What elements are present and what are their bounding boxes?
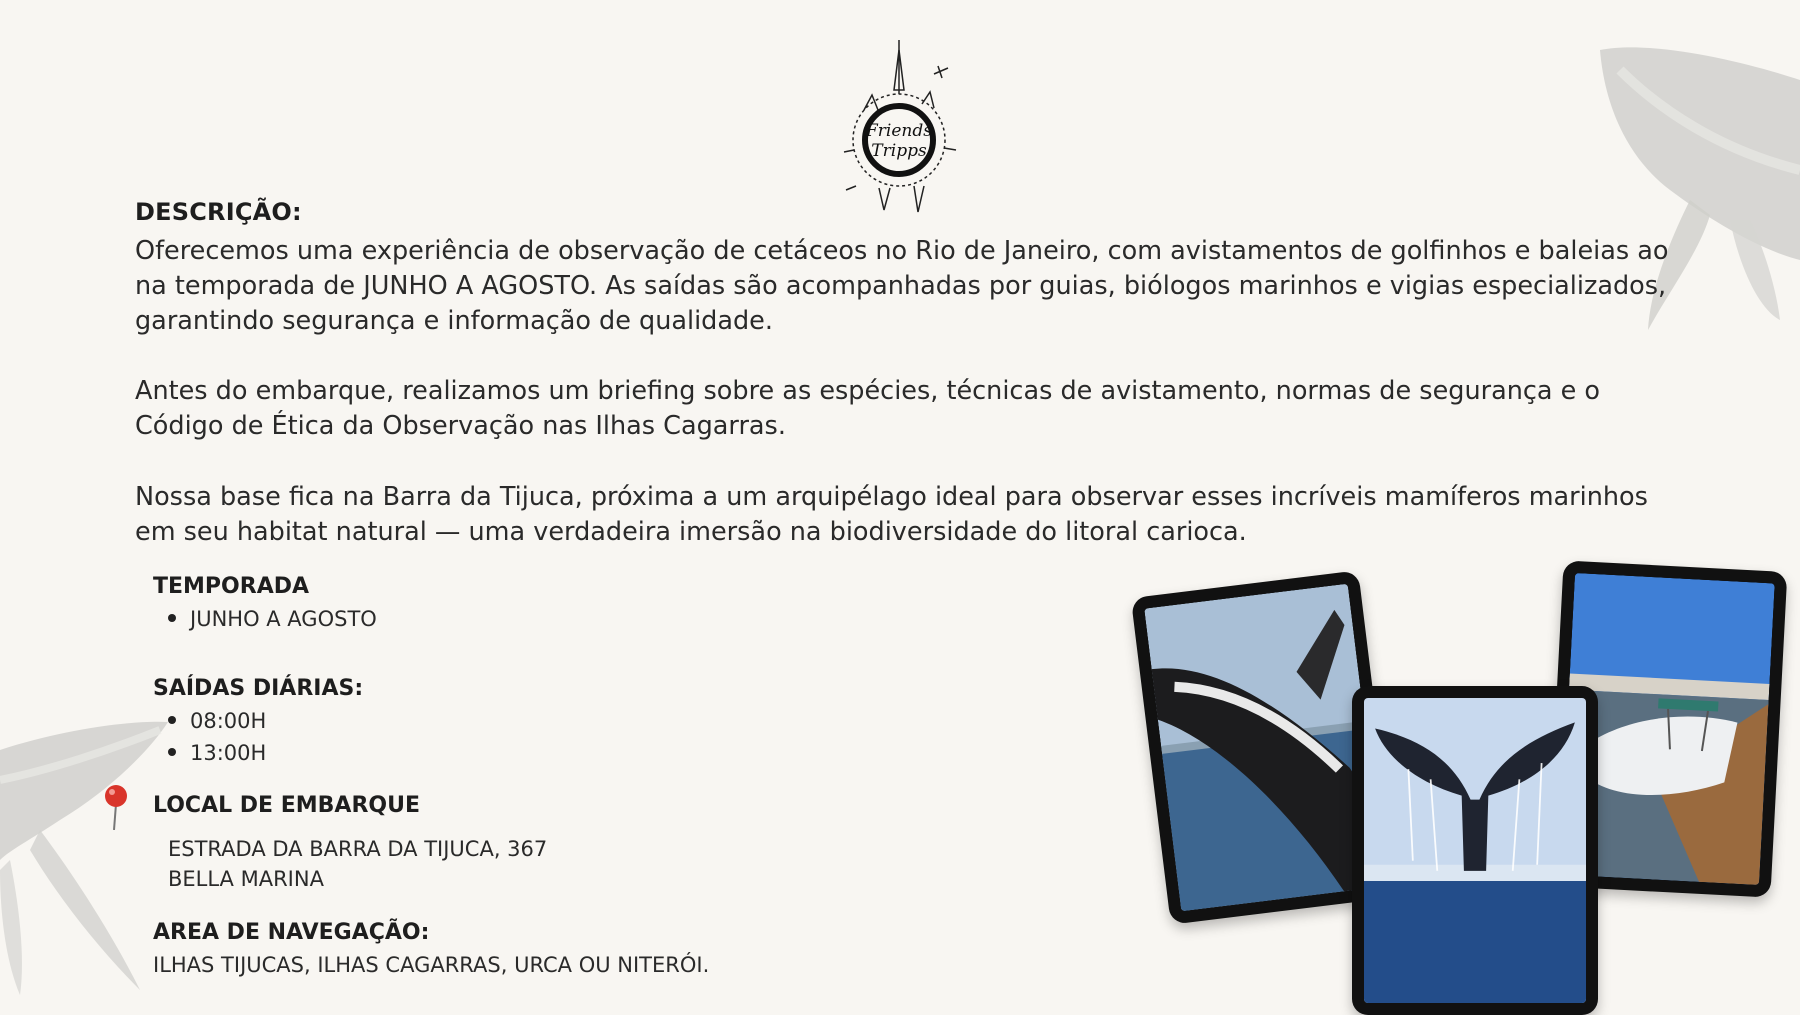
navegacao-title: AREA DE NAVEGAÇÃO: (153, 920, 430, 945)
bullet-icon (168, 748, 176, 756)
friends-tripps-logo (834, 40, 964, 220)
saida-time-2: 13:00H (190, 741, 267, 765)
embarque-address-line-2: BELLA MARINA (168, 867, 324, 891)
saida-time-1: 08:00H (190, 709, 267, 733)
list-item (168, 607, 377, 631)
temporada-title: TEMPORADA (153, 574, 310, 599)
navegacao-text: ILHAS TIJUCAS, ILHAS CAGARRAS, URCA OU NITERÓI. (153, 953, 710, 977)
description-paragraph-3: Nossa base fica na Barra da Tijuca, próxima a um arquipélago ideal para observar esses incríveis mamíferos marinhos em seu habitat natural — uma verdadeira imersão na biodiversidade do litoral carioca. (135, 482, 1648, 547)
temporada-item: JUNHO A AGOSTO (190, 607, 377, 631)
description-paragraph-1: Oferecemos uma experiência de observação de cetáceos no Rio de Janeiro, com avistamentos de golfinhos e baleias ao na temporada de JUNHO A AGOSTO. As saídas são acompanhadas por guias, biólogos marinhos e vigias especializados, garantindo segurança e informação de qualidade. (135, 236, 1669, 336)
photo-whale-tail (1352, 686, 1598, 1015)
location-pin-icon (104, 784, 128, 830)
whale-breach-image (1144, 584, 1385, 912)
description-paragraph-2: Antes do embarque, realizamos um briefing sobre as espécies, técnicas de avistamento, normas de segurança e o Código de Ética da Observação nas Ilhas Cagarras. (135, 376, 1601, 441)
list-item (168, 741, 266, 765)
bullet-icon (168, 614, 176, 622)
logo-text-2: Tripps (871, 141, 927, 161)
logo-text-1: Friends (866, 121, 932, 141)
list-item (168, 709, 266, 733)
description-heading: DESCRIÇÃO: (135, 198, 302, 226)
whale-tail-image (1364, 698, 1586, 1003)
embarque-title: LOCAL DE EMBARQUE (153, 793, 420, 818)
saidas-title: SAÍDAS DIÁRIAS: (153, 676, 364, 701)
bullet-icon (168, 716, 176, 724)
embarque-address-line-1: ESTRADA DA BARRA DA TIJUCA, 367 (168, 837, 548, 861)
